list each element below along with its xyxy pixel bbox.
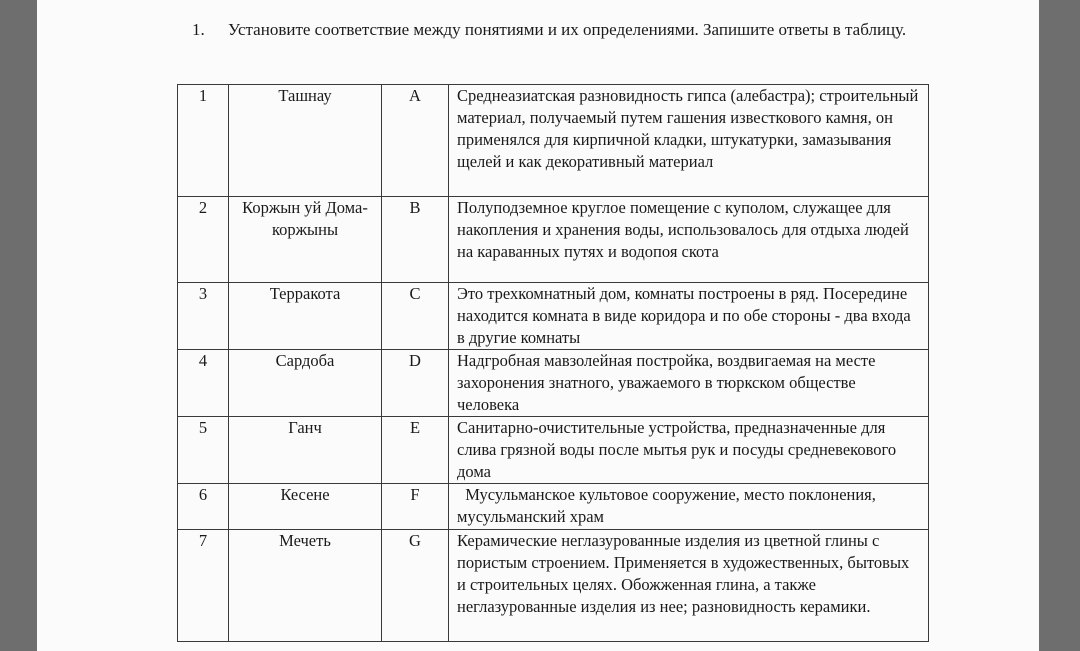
row-definition-cell: [449, 530, 929, 642]
row-term: Коржын уй Дома-коржыны: [242, 198, 368, 239]
table-row: [178, 85, 929, 197]
row-number: 6: [198, 485, 208, 504]
row-number: 4: [198, 351, 208, 370]
row-letter: A: [409, 86, 421, 105]
row-term: Ганч: [288, 418, 322, 437]
row-definition-cell: [449, 197, 929, 283]
row-definition: Мусульманское культовое сооружение, место поклонения, мусульманский храм: [457, 485, 885, 526]
row-definition-cell: [449, 85, 929, 197]
matching-table-body: [178, 85, 929, 642]
row-term-cell: [229, 350, 382, 417]
row-number-cell: [178, 197, 229, 283]
row-letter: B: [409, 198, 421, 217]
row-letter-cell: [382, 484, 449, 530]
row-letter-cell: [382, 350, 449, 417]
row-term-cell: [229, 85, 382, 197]
row-definition-cell: [449, 484, 929, 530]
row-definition: Это трехкомнатный дом, комнаты построены в ряд. Посередине находится комната в виде коридора и по обе стороны - два входа в другие комнаты: [457, 284, 915, 347]
row-definition-cell: [449, 350, 929, 417]
row-term: Мечеть: [279, 531, 331, 550]
row-term: Терракота: [269, 284, 341, 303]
row-definition: Среднеазиатская разновидность гипса (алебастра); строительный материал, получаемый путем гашения известкового камня, он применялся для кирпичной кладки, штукатурки, замазывания щелей и как декоративный материал: [457, 86, 923, 171]
row-letter-cell: [382, 283, 449, 350]
row-definition: Санитарно-очистительные устройства, предназначенные для слива грязной воды после мытья рук и посуды средневекового дома: [457, 418, 901, 481]
row-number: 5: [198, 418, 208, 437]
row-definition: Надгробная мавзолейная постройка, воздвигаемая на месте захоронения знатного, уважаемого в тюркском обществе человека: [457, 351, 880, 414]
row-letter: G: [409, 531, 421, 550]
row-definition: Керамические неглазурованные изделия из цветной глины с пористым строением. Применяется в художественных, бытовых и строительных целях. Обожженная глина, а также неглазурованные изделия из нее; разновидность керамики.: [457, 531, 914, 616]
row-letter: E: [409, 418, 421, 437]
row-number: 1: [198, 86, 208, 105]
row-number: 3: [198, 284, 208, 303]
row-letter-cell: [382, 530, 449, 642]
row-term-cell: [229, 417, 382, 484]
row-number-cell: [178, 417, 229, 484]
table-row: [178, 350, 929, 417]
row-term: Кесене: [280, 485, 330, 504]
row-term: Ташнау: [278, 86, 332, 105]
table-row: [178, 283, 929, 350]
row-term-cell: [229, 197, 382, 283]
task-instruction: Установите соответствие между понятиями и их определениями. Запишите ответы в таблицу.: [228, 20, 907, 39]
row-letter-cell: [382, 197, 449, 283]
row-number-cell: [178, 350, 229, 417]
row-number-cell: [178, 85, 229, 197]
row-term-cell: [229, 530, 382, 642]
row-number: 7: [198, 531, 208, 550]
row-number: 2: [198, 198, 208, 217]
table-row: [178, 417, 929, 484]
table-row: [178, 197, 929, 283]
row-term-cell: [229, 484, 382, 530]
row-term-cell: [229, 283, 382, 350]
row-number-cell: [178, 283, 229, 350]
row-letter: C: [409, 284, 421, 303]
row-number-cell: [178, 484, 229, 530]
table-row: [178, 530, 929, 642]
row-number-cell: [178, 530, 229, 642]
table-row: [178, 484, 929, 530]
row-letter: F: [410, 485, 420, 504]
matching-table: [177, 84, 929, 642]
row-term: Сардоба: [275, 351, 335, 370]
row-letter-cell: [382, 417, 449, 484]
document-page: [37, 0, 1039, 651]
task-number: 1.: [192, 20, 205, 39]
row-definition-cell: [449, 417, 929, 484]
row-letter-cell: [382, 85, 449, 197]
row-definition: Полуподземное круглое помещение с куполом, служащее для накопления и хранения воды, использовалось для отдыха людей на караванных путях и водопоя скота: [457, 198, 913, 261]
row-letter: D: [409, 351, 421, 370]
row-definition-cell: [449, 283, 929, 350]
